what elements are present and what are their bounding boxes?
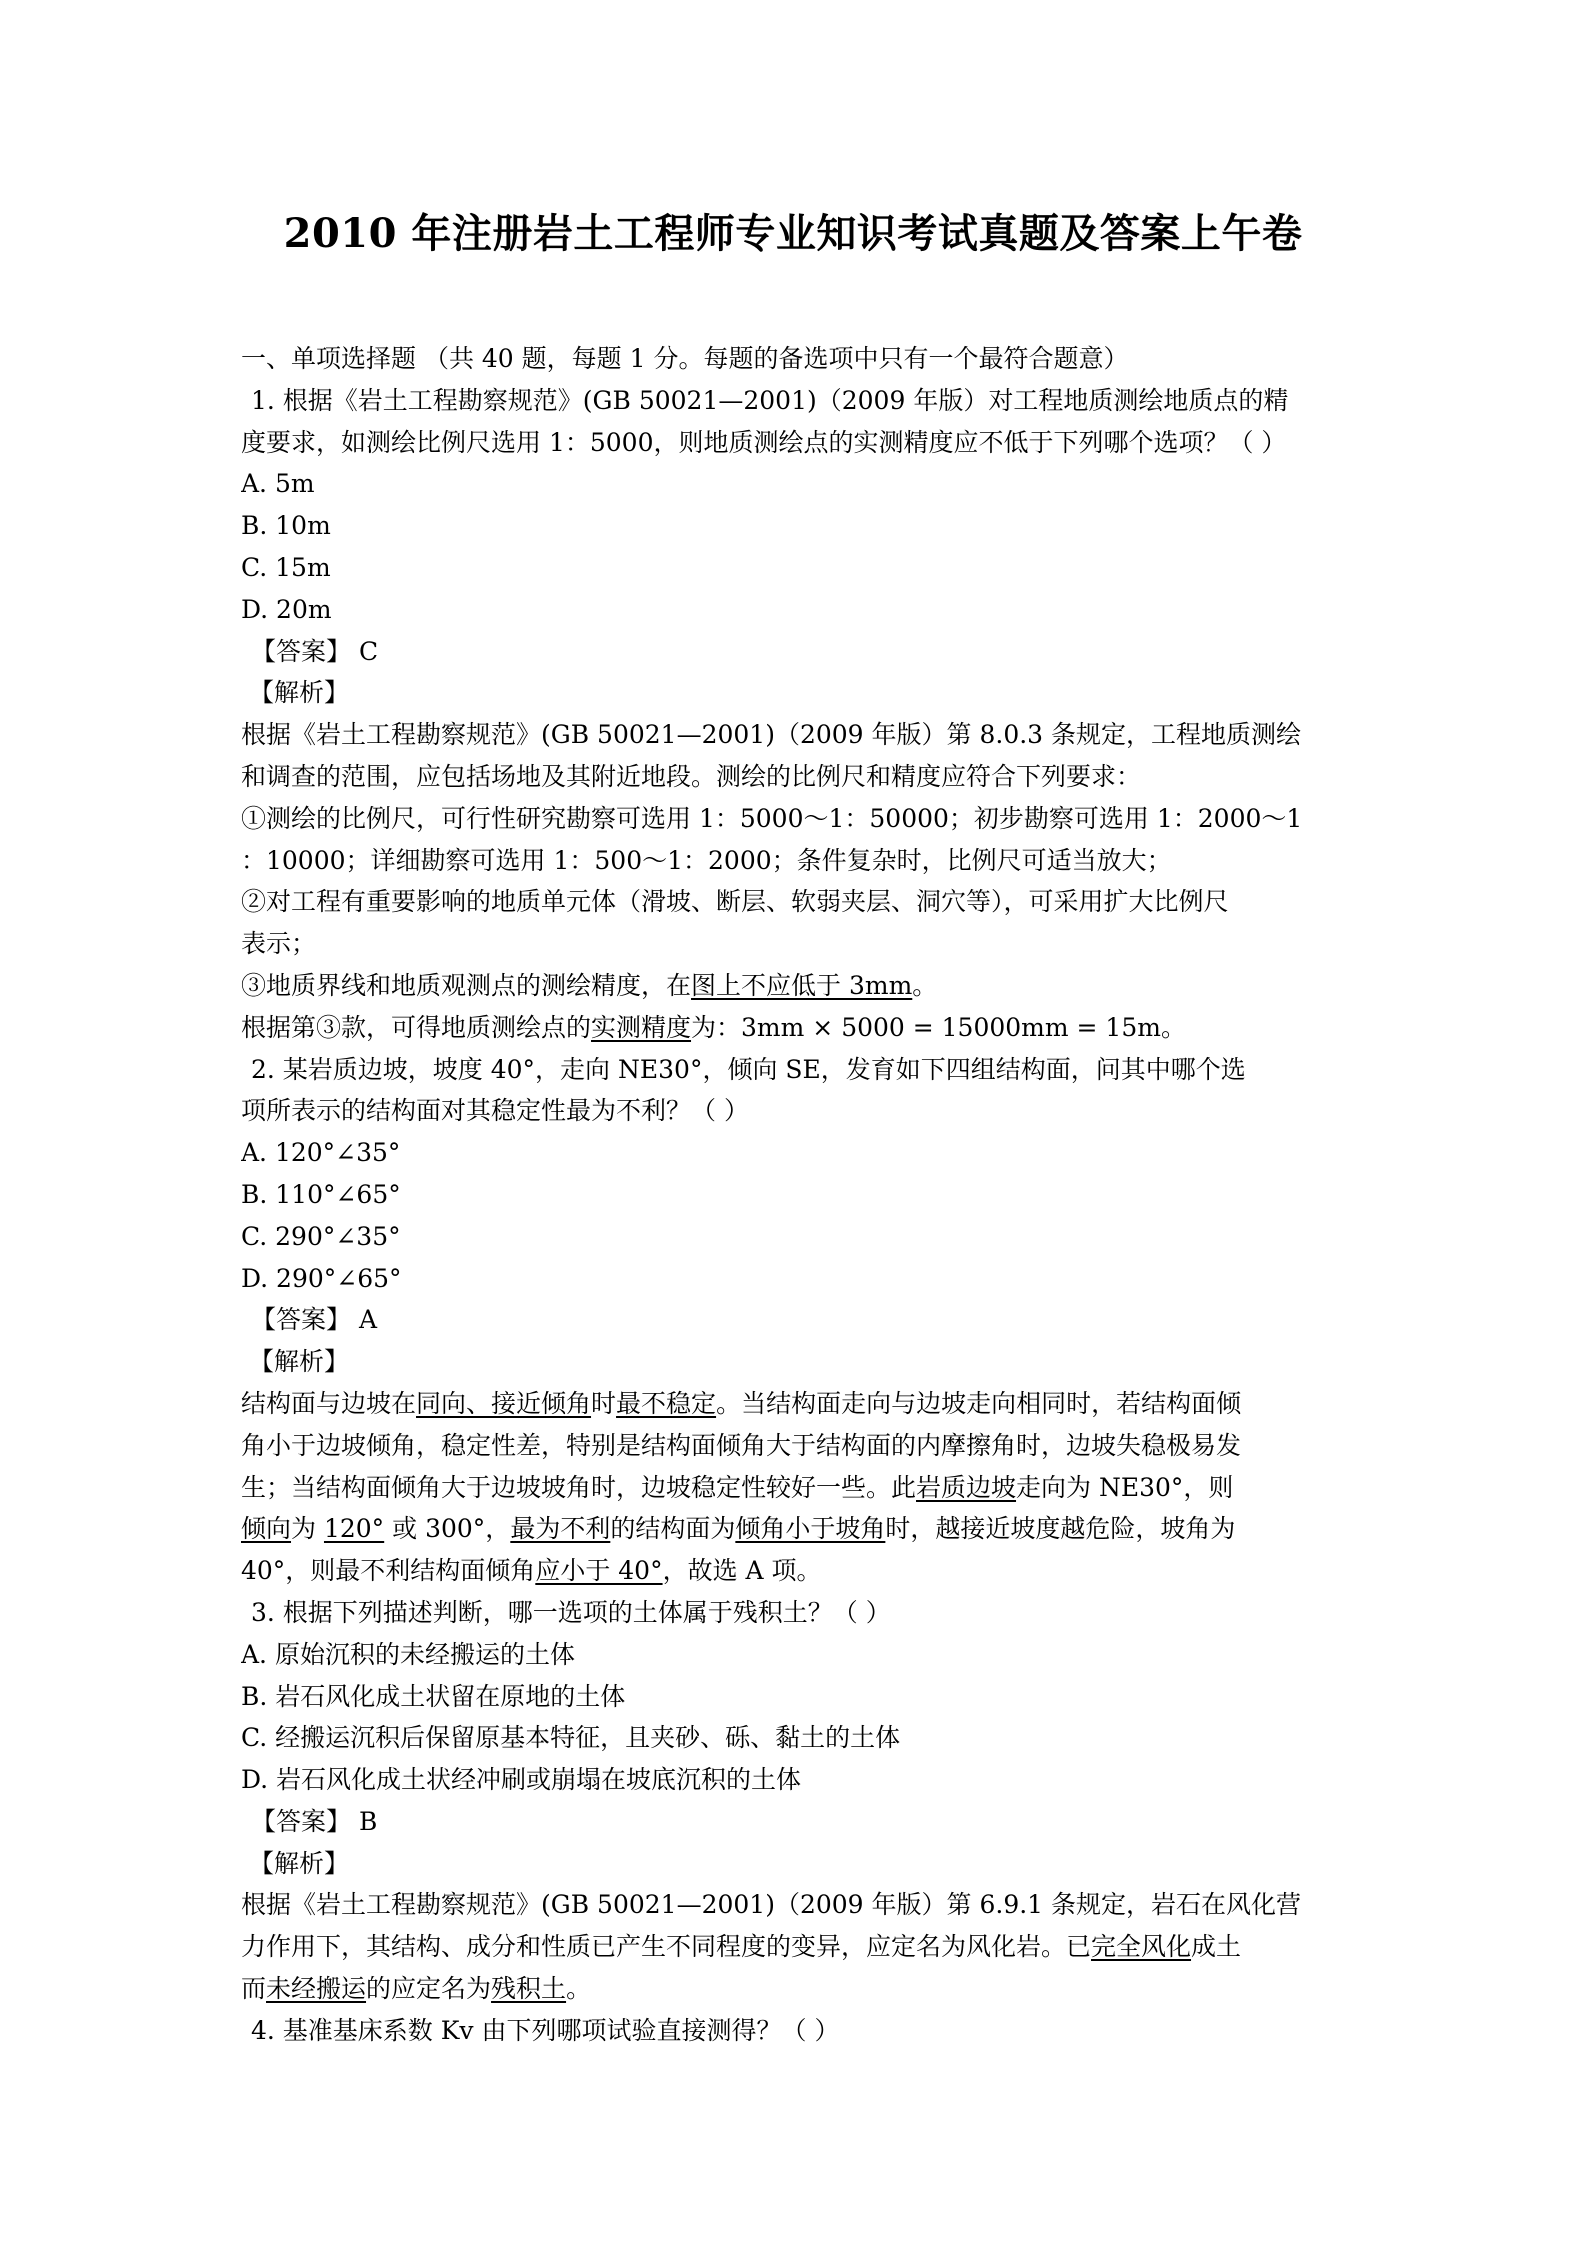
q1-explanation-line4: ：10000；详细勘察可选用 1：500～1：2000；条件复杂时，比例尺可适当放大； bbox=[241, 845, 1172, 875]
q3-option-c: C. 经搬运沉积后保留原基本特征，且夹砂、砾、黏土的土体 bbox=[241, 1723, 901, 1753]
text-segment: ③地质界线和地质观测点的测绘精度，在 bbox=[241, 970, 692, 1000]
text-segment: 根据第③款，可得地质测绘点的 bbox=[241, 1012, 592, 1042]
underlined-text: 图上不应低于 3mm bbox=[691, 970, 913, 1000]
text-segment: 或 300°， bbox=[384, 1514, 511, 1544]
underlined-text: 同向、接近倾角 bbox=[416, 1388, 592, 1418]
underlined-text: 最为不利 bbox=[510, 1514, 611, 1544]
q1-option-d: D. 20m bbox=[241, 594, 332, 624]
q4-stem: 4. 基准基床系数 Kv 由下列哪项试验直接测得？（ ） bbox=[251, 2015, 840, 2045]
text-segment: 时 bbox=[591, 1388, 617, 1418]
q1-explanation-line1: 根据《岩土工程勘察规范》(GB 50021—2001)（2009 年版）第 8.0.3 条规定，工程地质测绘 bbox=[241, 720, 1302, 750]
q1-explanation-line8 bbox=[241, 1007, 1351, 1049]
q2-option-b: B. 110°∠65° bbox=[241, 1179, 401, 1209]
q2-analysis-label: 【解析】 bbox=[249, 1347, 350, 1377]
underlined-text: 残积土 bbox=[491, 1974, 567, 2004]
q3-analysis-label: 【解析】 bbox=[249, 1848, 350, 1878]
text-segment: 生；当结构面倾角大于边坡坡角时，边坡稳定性较好一些。此 bbox=[241, 1472, 917, 1502]
q2-stem-line1: 2. 某岩质边坡，坡度 40°，走向 NE30°，倾向 SE，发育如下四组结构面，问其中哪个选 bbox=[251, 1054, 1246, 1084]
underlined-text: 应小于 40° bbox=[535, 1556, 663, 1586]
document-body bbox=[241, 338, 1351, 2052]
q1-answer: 【答案】 C bbox=[251, 636, 379, 666]
q1-analysis-label: 【解析】 bbox=[249, 678, 350, 708]
q1-stem-line2: 度要求，如测绘比例尺选用 1：5000，则地质测绘点的实测精度应不低于下列哪个选项？（ ） bbox=[241, 427, 1287, 457]
q3-option-a: A. 原始沉积的未经搬运的土体 bbox=[241, 1639, 575, 1669]
q3-option-b: B. 岩石风化成土状留在原地的土体 bbox=[241, 1681, 626, 1711]
q3-stem: 3. 根据下列描述判断，哪一选项的土体属于残积土？（ ） bbox=[251, 1597, 891, 1627]
text-segment: 而 bbox=[241, 1974, 267, 2004]
q1-explanation-line5: ②对工程有重要影响的地质单元体（滑坡、断层、软弱夹层、洞穴等），可采用扩大比例尺 bbox=[241, 887, 1229, 917]
text-segment: 时，越接近坡度越危险，坡角为 bbox=[885, 1514, 1236, 1544]
document-title: 2010 年注册岩土工程师专业知识考试真题及答案上午卷 bbox=[283, 210, 1303, 257]
text-segment: ，故选 A 项。 bbox=[662, 1556, 822, 1586]
underlined-text: 实测精度 bbox=[591, 1012, 692, 1042]
q1-explanation-line3: ①测绘的比例尺，可行性研究勘察可选用 1：5000～1：50000；初步勘察可选用 1：2000～1 bbox=[241, 803, 1303, 833]
underlined-text: 未经搬运 bbox=[266, 1974, 367, 2004]
q1-option-c: C. 15m bbox=[241, 552, 331, 582]
q1-option-b: B. 10m bbox=[241, 511, 331, 541]
q3-explanation-line3 bbox=[241, 1968, 1351, 2010]
text-segment: 40°，则最不利结构面倾角 bbox=[241, 1556, 536, 1586]
text-segment: 为 bbox=[291, 1514, 324, 1544]
underlined-text: 岩质边坡 bbox=[916, 1472, 1017, 1502]
q2-explanation-line4 bbox=[241, 1508, 1351, 1550]
text-segment: 的结构面为 bbox=[610, 1514, 736, 1544]
underlined-text: 最不稳定 bbox=[616, 1388, 717, 1418]
q3-answer: 【答案】 B bbox=[251, 1806, 378, 1836]
underlined-text: 倾角小于坡角 bbox=[735, 1514, 886, 1544]
underlined-text: 完全风化 bbox=[1091, 1932, 1192, 1962]
underlined-text: 倾向 bbox=[241, 1514, 292, 1544]
text-segment: 。 bbox=[912, 970, 938, 1000]
text-segment: 。 bbox=[566, 1974, 592, 2004]
q2-answer: 【答案】 A bbox=[251, 1305, 378, 1335]
q2-stem-line2: 项所表示的结构面对其稳定性最为不利？（ ） bbox=[241, 1096, 749, 1126]
q2-explanation-line1 bbox=[241, 1383, 1351, 1425]
text-segment: 走向为 NE30°，则 bbox=[1016, 1472, 1234, 1502]
text-segment: 成土 bbox=[1191, 1932, 1242, 1962]
q1-stem-line1: 1. 根据《岩土工程勘察规范》(GB 50021—2001)（2009 年版）对工程地质测绘地质点的精 bbox=[251, 385, 1289, 415]
q3-explanation-line1: 根据《岩土工程勘察规范》(GB 50021—2001)（2009 年版）第 6.9.1 条规定，岩石在风化营 bbox=[241, 1890, 1302, 1920]
q2-explanation-line5 bbox=[241, 1550, 1351, 1592]
section-heading: 一、单项选择题 （共 40 题，每题 1 分。每题的备选项中只有一个最符合题意） bbox=[241, 344, 1129, 373]
q3-option-d: D. 岩石风化成土状经冲刷或崩塌在坡底沉积的土体 bbox=[241, 1765, 802, 1795]
text-segment: 。当结构面走向与边坡走向相同时，若结构面倾 bbox=[716, 1388, 1242, 1418]
q2-explanation-line2: 角小于边坡倾角，稳定性差，特别是结构面倾角大于结构面的内摩擦角时，边坡失稳极易发 bbox=[241, 1430, 1242, 1460]
text-segment: 的应定名为 bbox=[366, 1974, 492, 2004]
q2-option-d: D. 290°∠65° bbox=[241, 1263, 402, 1293]
q2-option-a: A. 120°∠35° bbox=[241, 1138, 401, 1168]
q1-explanation-line2: 和调查的范围，应包括场地及其附近地段。测绘的比例尺和精度应符合下列要求： bbox=[241, 761, 1142, 791]
text-segment: 力作用下，其结构、成分和性质已产生不同程度的变异，应定名为风化岩。已 bbox=[241, 1932, 1092, 1962]
q1-explanation-line6: 表示； bbox=[241, 929, 317, 959]
q1-explanation-line7 bbox=[241, 965, 1351, 1007]
text-segment: 为：3mm × 5000 = 15000mm = 15m。 bbox=[691, 1012, 1186, 1042]
q2-explanation-line3 bbox=[241, 1467, 1351, 1509]
q1-option-a: A. 5m bbox=[241, 469, 315, 499]
q2-option-c: C. 290°∠35° bbox=[241, 1221, 401, 1251]
text-segment: 结构面与边坡在 bbox=[241, 1388, 417, 1418]
q3-explanation-line2 bbox=[241, 1926, 1351, 1968]
underlined-text: 120° bbox=[323, 1514, 385, 1544]
